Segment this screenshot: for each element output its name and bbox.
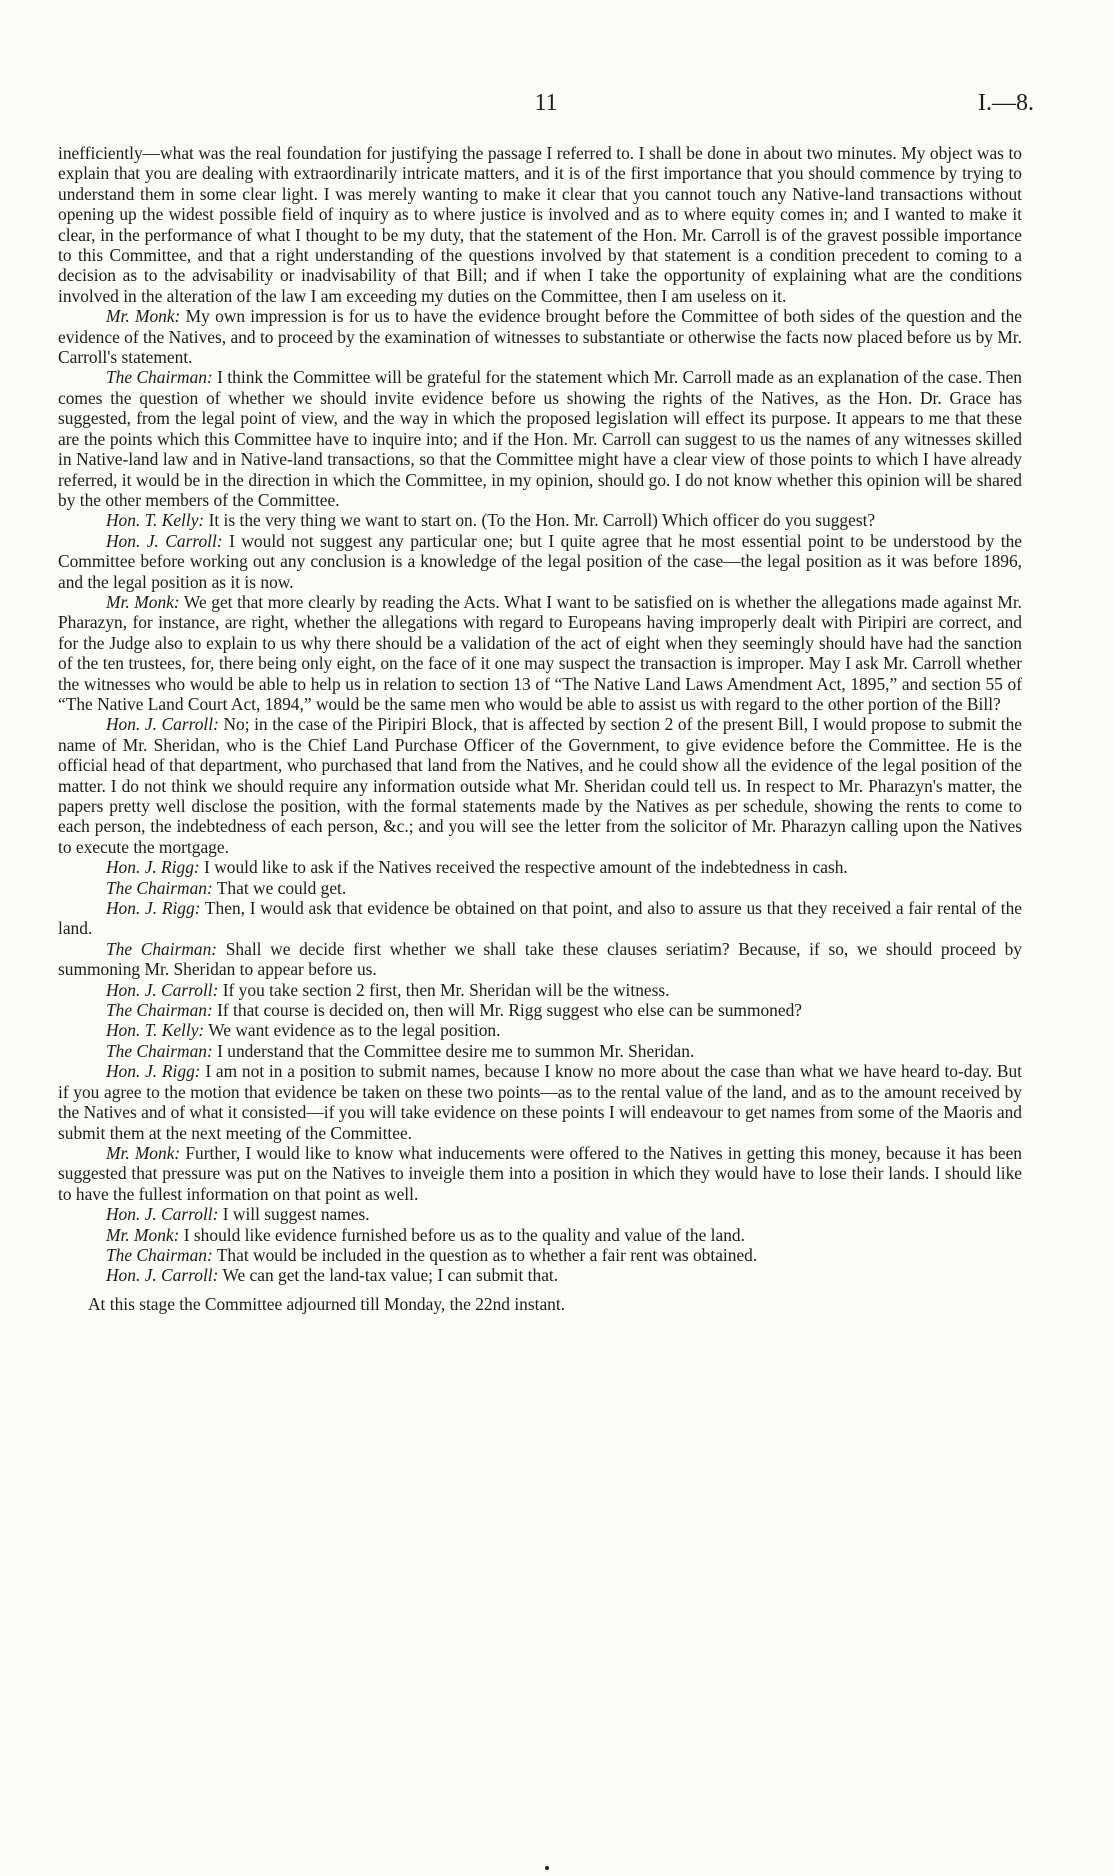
- speech-text: My own impression is for us to have the evidence brought before the Committee of both sides of the question and the evidence of the Natives, and to proceed by the examination of witnesses to substantiate or otherwise the facts now placed before us by Mr. Carroll's statement.: [58, 306, 1022, 368]
- speaker-name: Mr. Monk:: [106, 306, 181, 327]
- speaker-name: Hon. J. Carroll:: [106, 1204, 219, 1225]
- speaker-name: Mr. Monk:: [106, 1224, 180, 1245]
- speech-paragraph: [58, 898, 1022, 939]
- speech-paragraph: [58, 1143, 1022, 1204]
- speech-paragraph: [58, 1265, 1022, 1285]
- speech-text: I will suggest names.: [218, 1204, 370, 1225]
- speech-text: I would not suggest any particular one; but I quite agree that he most essential point to be understood by the Committee before working out any conclusion is a knowledge of the legal position of the case—the legal position as it was before 1896, and the legal position as it is now.: [58, 530, 1022, 592]
- speech-paragraph: [58, 939, 1022, 980]
- speech-paragraph: [58, 1000, 1022, 1020]
- speech-paragraph: [58, 1020, 1022, 1040]
- speech-paragraph: [58, 306, 1022, 367]
- speech-text: I should like evidence furnished before us as to the quality and value of the land.: [179, 1224, 745, 1245]
- speech-paragraph: [58, 592, 1022, 714]
- minutes-body: [58, 143, 1022, 1314]
- speech-paragraph: [58, 1061, 1022, 1143]
- speaker-name: Hon. T. Kelly:: [106, 1020, 205, 1041]
- speaker-name: Hon. J. Rigg:: [106, 1061, 201, 1082]
- speaker-name: The Chairman:: [106, 1040, 213, 1061]
- speaker-name: The Chairman:: [106, 938, 218, 959]
- speech-text: We want evidence as to the legal position.: [204, 1020, 501, 1041]
- speech-paragraph: [58, 714, 1022, 857]
- speaker-name: The Chairman:: [106, 367, 213, 388]
- intro-paragraph: inefficiently—what was the real foundation for justifying the passage I referred to. I shall be done in about two minutes. My object was to explain that you are dealing with extraordinarily intricate matters, and it is of the first importance that you should commence by trying to understand them in some clear light. I was merely wanting to make it clear that you cannot touch any Native-land transactions without opening up the widest possible field of inquiry as to where justice is involved and as to where equity comes in; and I wanted to make it clear, in the performance of what I thought to be my duty, that the statement of the Hon. Mr. Carroll is of the gravest possible importance to this Committee, and that a right understanding of the questions involved by that statement is a condition precedent to coming to a decision as to the advisability or inadvisability of that Bill; and if when I take the opportunity of explaining what are the conditions involved in the alteration of the law I am exceeding my duties on the Committee, then I am useless on it.: [58, 143, 1022, 306]
- speaker-name: Hon. J. Rigg:: [106, 857, 200, 878]
- speech-text: I think the Committee will be grateful for the statement which Mr. Carroll made as an explanation of the case. Then comes the question of whether we should invite evidence before us showing the rights of the Natives, as the Hon. Dr. Grace has suggested, from the legal point of view, and the way in which the proposed legislation will effect its purpose. It appears to me that these are the points which this Committee have to inquire into; and if the Hon. Mr. Carroll can suggest to us the names of any witnesses skilled in Native-land law and in Native-land transactions, so that the Committee might have a clear view of those points to which I have already referred, it would be in the direction in which the Committee, in my opinion, should go. I do not know whether this opinion will be shared by the other members of the Committee.: [58, 367, 1022, 510]
- speech-paragraph: [58, 1225, 1022, 1245]
- speaker-name: Hon. J. Rigg:: [106, 898, 201, 919]
- footer-dot: [545, 1866, 549, 1870]
- speech-text: Further, I would like to know what inducements were offered to the Natives in getting this money, because it has been suggested that pressure was put on the Natives to inveigle them into a position in which they would have to lose their lands. I should like to have the fullest information on that point as well.: [58, 1142, 1022, 1204]
- speaker-name: Hon. J. Carroll:: [106, 979, 219, 1000]
- speaker-name: Hon. T. Kelly:: [106, 510, 205, 531]
- speech-paragraph: [58, 857, 1022, 877]
- speech-text: I understand that the Committee desire me to summon Mr. Sheridan.: [212, 1040, 695, 1061]
- speaker-name: Hon. J. Carroll:: [106, 530, 223, 551]
- speech-text: It is the very thing we want to start on. (To the Hon. Mr. Carroll) Which officer do you suggest?: [204, 510, 876, 531]
- speech-paragraph: [58, 1204, 1022, 1224]
- speech-text: If that course is decided on, then will Mr. Rigg suggest who else can be summoned?: [212, 1000, 802, 1021]
- speaker-name: Hon. J. Carroll:: [106, 714, 219, 735]
- speech-paragraph: [58, 980, 1022, 1000]
- page-header: [58, 86, 1034, 126]
- adjournment-note: At this stage the Committee adjourned till Monday, the 22nd instant.: [88, 1293, 566, 1314]
- speech-paragraph: [58, 531, 1022, 592]
- speech-paragraph: [58, 367, 1022, 510]
- speech-text: I would like to ask if the Natives received the respective amount of the indebtedness in cash.: [199, 857, 848, 878]
- page-number: 11: [534, 90, 558, 116]
- speech-text: I am not in a position to submit names, because I know no more about the case than what we have heard to-day. But if you agree to the motion that evidence be taken on these two points—as to the rental value of the land, and as to the amount received by the Natives and of what it consisted—if you will take evidence on these points I will endeavour to get names from some of the Maoris and submit them at the next meeting of the Committee.: [58, 1061, 1023, 1143]
- speaker-name: Hon. J. Carroll:: [106, 1265, 219, 1286]
- speech-paragraph: [58, 1041, 1022, 1061]
- speech-text: We get that more clearly by reading the Acts. What I want to be satisfied on is whether the allegations made against Mr. Pharazyn, for instance, are right, whether the allegations with regard to Europeans having improperly dealt with Piripiri are correct, and for the Judge also to explain to us why there should be a validation of the act of eight when they seemingly should have had the sanction of the ten trustees, for, there being only eight, on the face of it one may suspect the transaction is improper. May I ask Mr. Carroll whether the witnesses who would be able to help us in relation to section 13 of “The Native Land Laws Amendment Act, 1895,” and section 55 of “The Native Land Court Act, 1894,” would be the same men who would be able to assist us with regard to the other portion of the Bill?: [58, 591, 1022, 714]
- speaker-name: The Chairman:: [106, 1244, 213, 1265]
- speech-text: That would be included in the question as to whether a fair rent was obtained.: [212, 1244, 758, 1265]
- speaker-name: Mr. Monk:: [106, 591, 180, 612]
- speech-text: We can get the land-tax value; I can submit that.: [218, 1265, 559, 1286]
- document-reference: I.—8.: [978, 90, 1034, 116]
- speech-paragraph: [58, 878, 1022, 898]
- speaker-name: The Chairman:: [106, 1000, 213, 1021]
- speech-text: No; in the case of the Piripiri Block, that is affected by section 2 of the present Bill, I would propose to submit the name of Mr. Sheridan, who is the Chief Land Purchase Officer of the Government, to give evidence before the Committee. He is the official head of that department, who purchased that land from the Natives, and he could show all the evidence of the legal position of the matter. I do not think we should require any information outside what Mr. Sheridan could tell us. In respect to Mr. Pharazyn's matter, the papers pretty well disclose the position, with the formal statements made by the Natives as per schedule, showing the rents to come to each person, the indebtedness of each person, &c.; and you will see the letter from the solicitor of Mr. Pharazyn calling upon the Natives to execute the mortgage.: [58, 714, 1022, 857]
- speaker-name: Mr. Monk:: [106, 1142, 181, 1163]
- speech-text: Shall we decide first whether we shall take these clauses seriatim? Because, if so, we should proceed by summoning Mr. Sheridan to appear before us.: [58, 938, 1022, 980]
- speech-paragraph: [58, 510, 1022, 530]
- speech-text: That we could get.: [212, 877, 347, 898]
- speech-text: If you take section 2 first, then Mr. Sheridan will be the witness.: [218, 979, 670, 1000]
- speaker-name: The Chairman:: [106, 877, 213, 898]
- speech-paragraph: [58, 1245, 1022, 1265]
- speech-text: Then, I would ask that evidence be obtained on that point, and also to assure us that they received a fair rental of the land.: [58, 898, 1022, 939]
